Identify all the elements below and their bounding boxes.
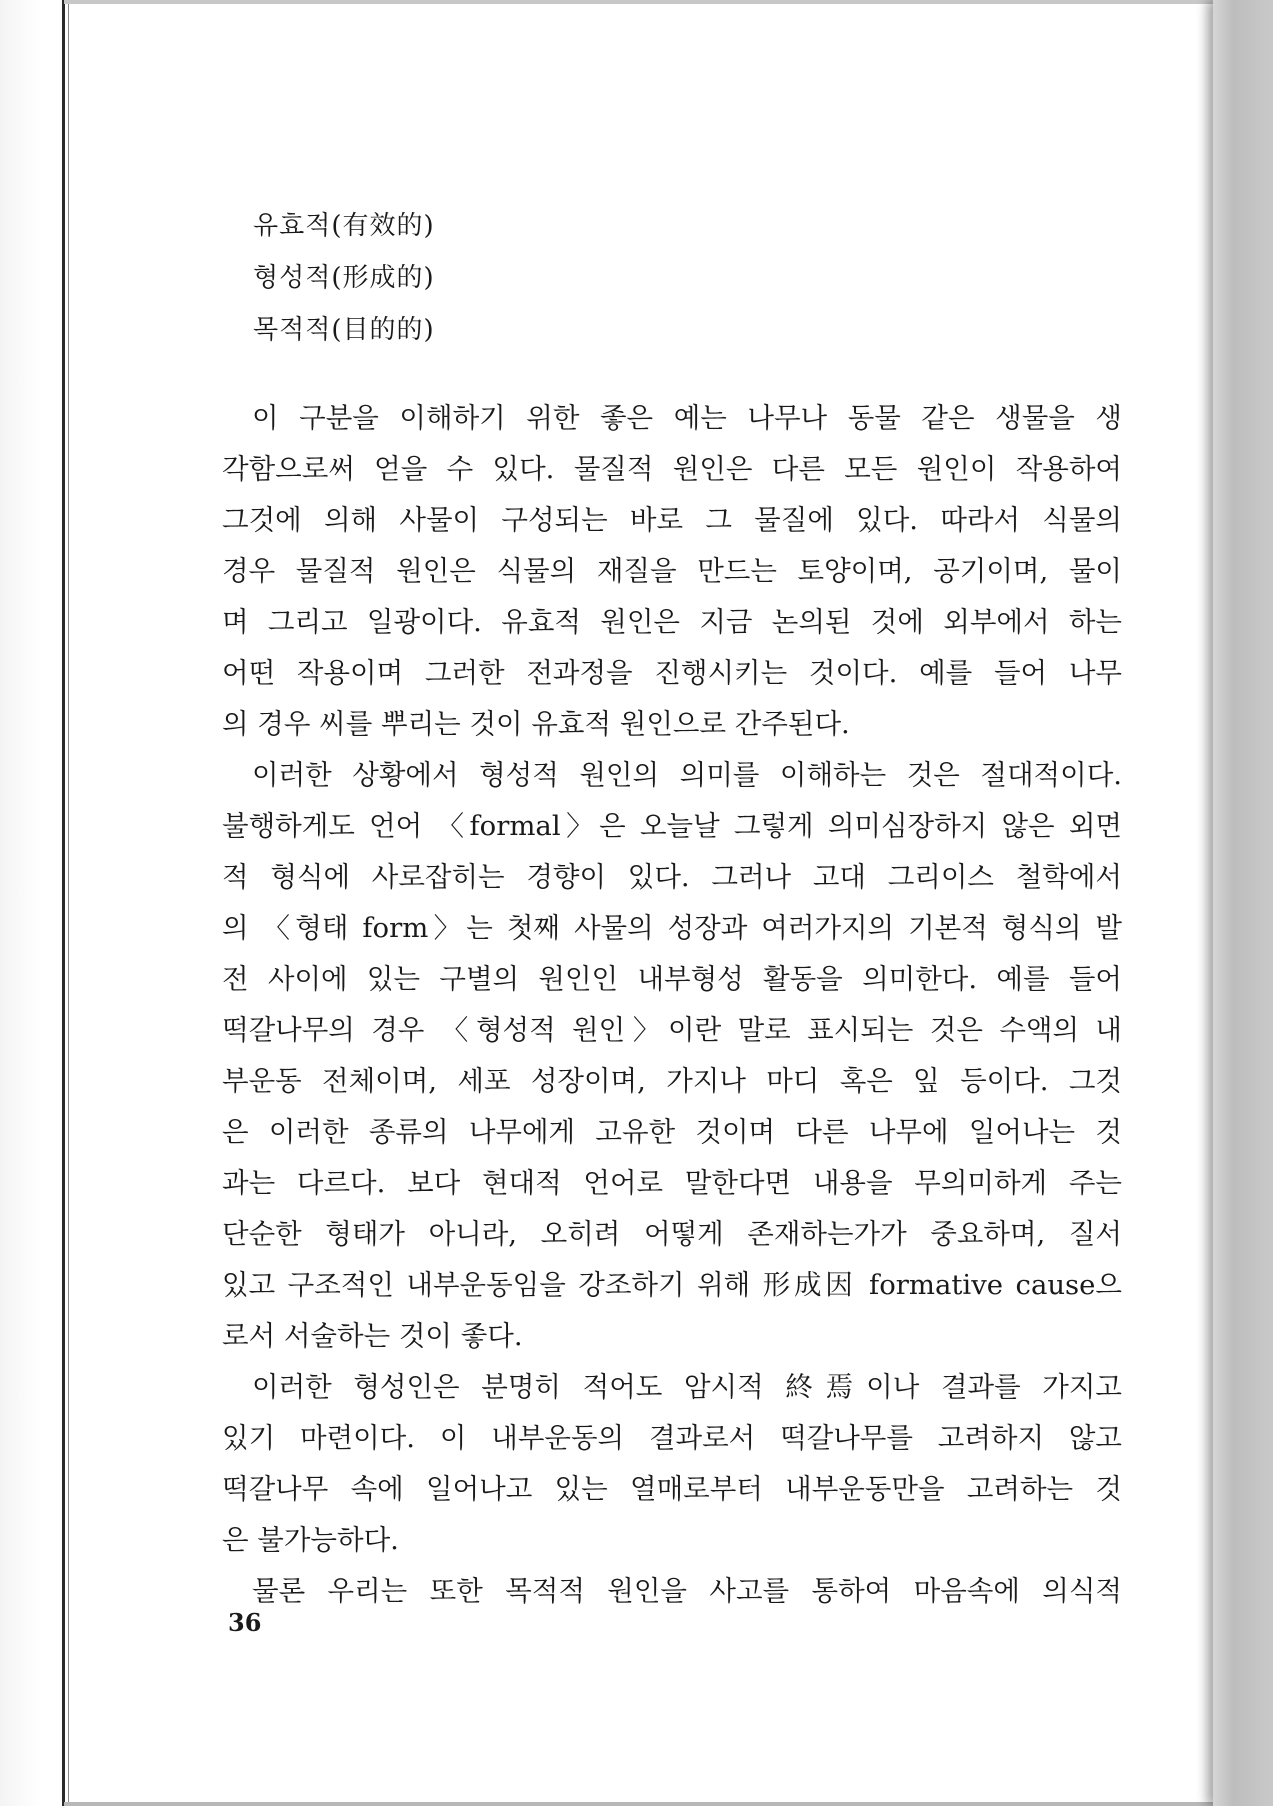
list-item: 유효적(有效的) bbox=[253, 211, 435, 241]
text-line: 로서 서술하는 것이 좋다. bbox=[222, 1320, 523, 1352]
text-line: 전 사이에 있는 구별의 원인인 내부형성 활동을 의미한다. 예를 들어 bbox=[222, 963, 1122, 995]
text-line: 각함으로써 얻을 수 있다. 물질적 원인은 다른 모든 원인이 작용하여 bbox=[222, 453, 1122, 485]
text-line: 며 그리고 일광이다. 유효적 원인은 지금 논의된 것에 외부에서 하는 bbox=[222, 606, 1122, 638]
text-line: 이러한 상황에서 형성적 원인의 의미를 이해하는 것은 절대적이다. bbox=[252, 759, 1122, 791]
text-line: 과는 다르다. 보다 현대적 언어로 말한다면 내용을 무의미하게 주는 bbox=[222, 1167, 1122, 1199]
page-binding-edge bbox=[62, 0, 65, 1806]
text-line: 떡갈나무 속에 일어나고 있는 열매로부터 내부운동만을 고려하는 것 bbox=[222, 1473, 1122, 1505]
text-line: 이러한 형성인은 분명히 적어도 암시적 終焉이나 결과를 가지고 bbox=[252, 1371, 1122, 1403]
text-line: 있기 마련이다. 이 내부운동의 결과로서 떡갈나무를 고려하지 않고 bbox=[222, 1422, 1122, 1454]
page-top-edge bbox=[64, 0, 1214, 4]
text-line: 불행하게도 언어 〈formal〉은 오늘날 그렇게 의미심장하지 않은 외면 bbox=[222, 810, 1122, 842]
text-line: 물론 우리는 또한 목적적 원인을 사고를 통하여 마음속에 의식적 bbox=[252, 1575, 1122, 1607]
page-number: 36 bbox=[228, 1608, 262, 1637]
text-line: 은 이러한 종류의 나무에게 고유한 것이며 다른 나무에 일어나는 것 bbox=[222, 1116, 1122, 1148]
text-line: 부운동 전체이며, 세포 성장이며, 가지나 마디 혹은 잎 등이다. 그것 bbox=[222, 1065, 1122, 1097]
text-line: 적 형식에 사로잡히는 경향이 있다. 그러나 고대 그리이스 철학에서 bbox=[222, 861, 1122, 893]
body-text bbox=[222, 393, 1122, 1617]
cause-type-list bbox=[253, 200, 435, 356]
text-line: 그것에 의해 사물이 구성되는 바로 그 물질에 있다. 따라서 식물의 bbox=[222, 504, 1122, 536]
list-item: 목적적(目的的) bbox=[253, 315, 435, 345]
text-line: 어떤 작용이며 그러한 전과정을 진행시키는 것이다. 예를 들어 나무 bbox=[222, 657, 1122, 689]
next-page-edge bbox=[1213, 0, 1273, 1806]
text-line: 떡갈나무의 경우 〈형성적 원인〉이란 말로 표시되는 것은 수액의 내 bbox=[222, 1014, 1122, 1046]
text-line: 단순한 형태가 아니라, 오히려 어떻게 존재하는가가 중요하며, 질서 bbox=[222, 1218, 1122, 1250]
text-line: 의 〈형태 form〉는 첫째 사물의 성장과 여러가지의 기본적 형식의 발 bbox=[222, 912, 1122, 944]
text-line: 의 경우 씨를 뿌리는 것이 유효적 원인으로 간주된다. bbox=[222, 708, 850, 740]
list-item: 형성적(形成的) bbox=[253, 263, 435, 293]
text-line: 이 구분을 이해하기 위한 좋은 예는 나무나 동물 같은 생물을 생 bbox=[252, 402, 1122, 434]
page-bottom-edge bbox=[64, 1802, 1214, 1806]
page-binding-shadow bbox=[0, 0, 70, 1806]
text-line: 경우 물질적 원인은 식물의 재질을 만드는 토양이며, 공기이며, 물이 bbox=[222, 555, 1122, 587]
text-line: 있고 구조적인 내부운동임을 강조하기 위해 形成因 formative cause으 bbox=[222, 1269, 1122, 1301]
text-line: 은 불가능하다. bbox=[222, 1524, 399, 1556]
page-binding-edge-inner bbox=[68, 0, 69, 1806]
